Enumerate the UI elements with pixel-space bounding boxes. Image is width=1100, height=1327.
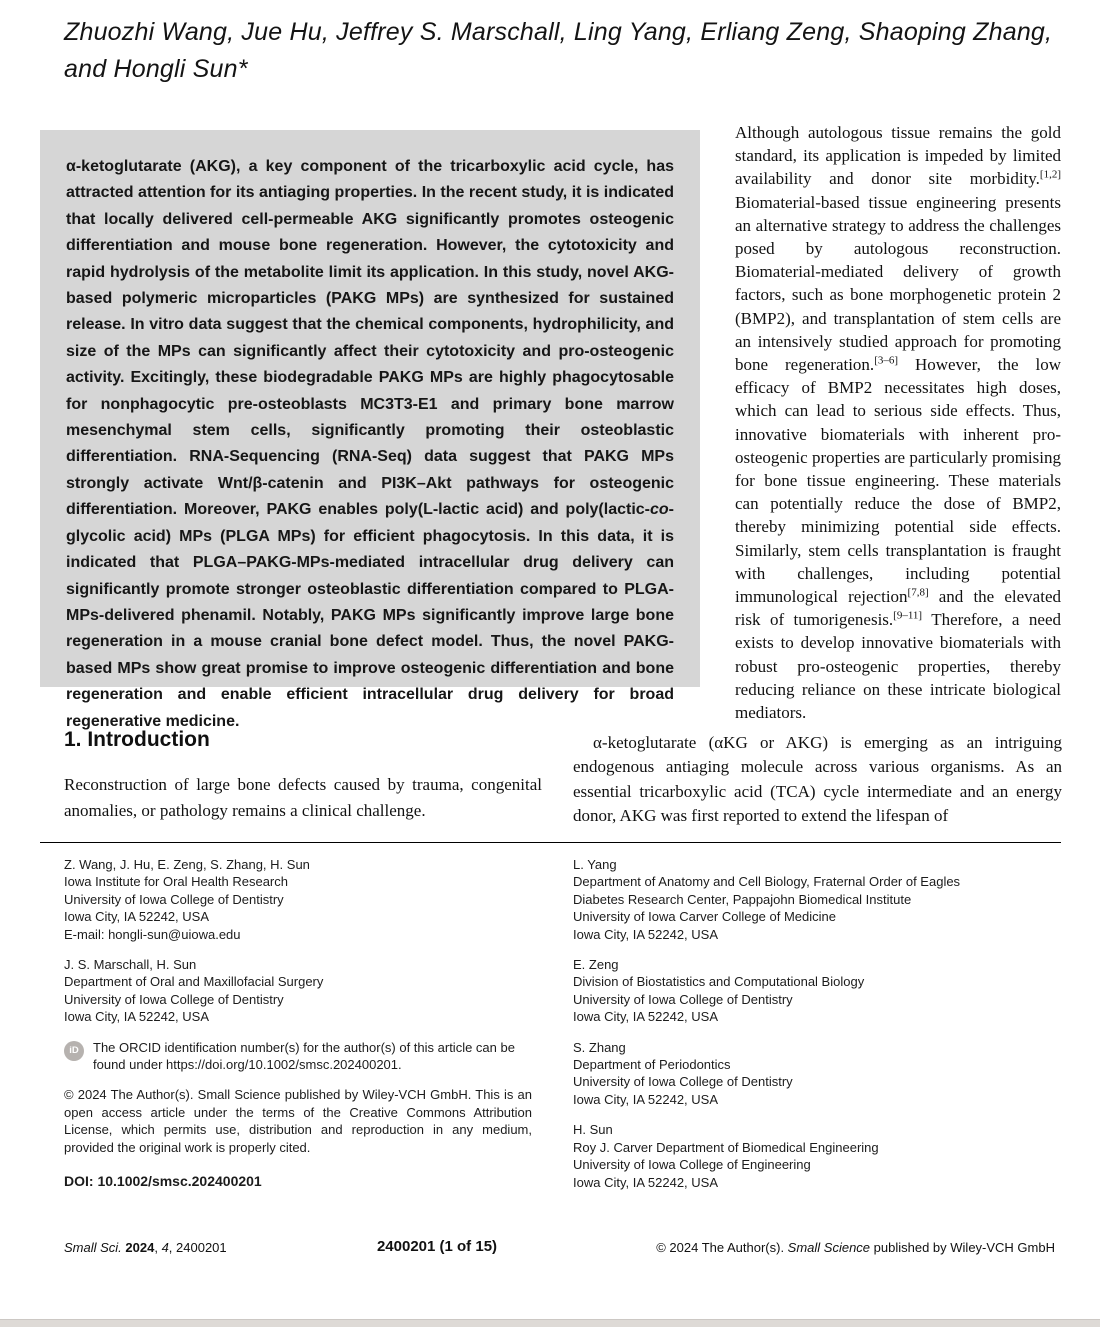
- section-heading-introduction: 1. Introduction: [64, 728, 210, 751]
- footer-page-number: 2400201 (1 of 15): [376, 1238, 498, 1255]
- text-run: [3–6]: [874, 354, 899, 367]
- affiliation-line: University of Iowa College of Dentistry: [64, 991, 284, 1007]
- text-run: ,: [154, 1240, 162, 1255]
- footnote-divider: [40, 842, 1061, 843]
- affiliation-line: H. Sun: [573, 1122, 613, 1138]
- text-run: -glycolic acid) MPs (PLGA MPs) for efficient phagocytosis. In this data, it is indicated that PLGA–PAKG-MPs-mediated intracellular drug delivery can significantly promote stronger osteoblastic differentiation compared to PLGA-MPs-delivered phenamil. Notably, PAKG MPs significantly improve large bone regeneration in a mouse cranial bone defect model. Thus, the novel PAKG-based MPs show great promise to improve osteogenic differentiation and bone regeneration and enable efficient intracellular drug delivery for broad regenerative medicine.: [66, 501, 674, 730]
- text-run: 2024: [125, 1240, 155, 1255]
- affiliation-line: E. Zeng: [573, 957, 619, 973]
- affiliation-line: Roy J. Carver Department of Biomedical Engineering: [573, 1139, 879, 1155]
- affiliation-line: L. Yang: [573, 857, 617, 872]
- affiliation-line: Department of Periodontics: [573, 1057, 731, 1073]
- affiliation-line: Iowa City, IA 52242, USA: [573, 1174, 718, 1190]
- text-run: Small Science: [787, 1240, 871, 1255]
- akg-paragraph: α-ketoglutarate (αKG or AKG) is emerging as an intriguing endogenous antiaging molecule across various organisms. As an essential tricarboxylic acid (TCA) cycle intermediate and an energy donor, AKG was first reported to extend the lifespan of: [573, 733, 1062, 825]
- author-line-1: Zhuozhi Wang, Jue Hu, Jeffrey S. Marschall, Ling Yang, Erliang Zeng, Shaoping Zhang,: [64, 18, 1053, 46]
- email-link[interactable]: hongli-sun@uiowa.edu: [108, 926, 241, 942]
- text-run: The ORCID identification number(s) for the author(s) of this article can be found under: [93, 1039, 515, 1073]
- affiliation-line: Department of Anatomy and Cell Biology, Fraternal Order of Eagles: [573, 874, 961, 890]
- introduction-right-column: [735, 121, 1061, 724]
- abstract-box: [40, 130, 700, 730]
- affiliation-line: Diabetes Research Center, Pappajohn Biomedical Institute: [573, 891, 912, 907]
- text-run: Biomaterial-based tissue engineering presents an alternative strategy to address the challenges posed by autologous reconstruction. Biomaterial-mediated delivery of growth factors, such as bone morphogenetic protein 2 (BMP2), and transplantation of stem cells are an intensively studied approach for promoting bone regeneration.: [735, 192, 1061, 375]
- affiliation-block-zeng: [573, 956, 1063, 1026]
- affiliation-line: University of Iowa Carver College of Medicine: [573, 909, 836, 925]
- text-run: Although autologous tissue remains the gold standard, its application is impeded by limited availability and donor site morbidity.: [735, 123, 1061, 189]
- affiliation-line: University of Iowa College of Engineering: [573, 1157, 811, 1173]
- text-run: © 2024 The Author(s).: [656, 1240, 788, 1255]
- text-run: Therefore, a need exists to develop innovative biomaterials with robust pro-osteogenic properties, thereby reducing reliance on these intricate biological mediators.: [735, 610, 1061, 723]
- abstract-text: [66, 154, 674, 735]
- text-run: and the elevated risk of tumorigenesis.: [735, 587, 1061, 630]
- affiliation-line: University of Iowa College of Dentistry: [64, 891, 284, 907]
- text-run: [1,2]: [1039, 168, 1061, 181]
- affiliation-block-wang: [64, 856, 532, 943]
- affiliation-block-zhang: [573, 1039, 1063, 1109]
- license-note: © 2024 The Author(s). Small Science published by Wiley-VCH GmbH. This is an open access article under the terms of the Creative Commons Attribution License, which permits use, distribution and reproduction in any medium, provided the original work is properly cited.: [64, 1087, 532, 1155]
- text-run: .: [398, 1057, 402, 1073]
- footnotes-right-column: [573, 856, 1063, 1204]
- text-run: 4: [161, 1240, 169, 1255]
- text-run: , 2400201: [168, 1240, 227, 1255]
- affiliation-line: Iowa City, IA 52242, USA: [573, 1009, 718, 1025]
- affiliation-line: University of Iowa College of Dentistry: [573, 1074, 793, 1090]
- affiliation-line: Department of Oral and Maxillofacial Surgery: [64, 974, 324, 990]
- affiliation-line: Division of Biostatistics and Computational Biology: [573, 974, 865, 990]
- doi-line: DOI: 10.1002/smsc.202400201: [64, 1173, 262, 1190]
- text-run: [9–11]: [893, 609, 923, 622]
- text-run: However, the low efficacy of BMP2 necessitates high doses, which can lead to serious side effects. Thus, innovative biomaterials with inherent pro-osteogenic properties are particularly promising for bone tissue engineering. These materials can potentially reduce the dose of BMP2, thereby minimizing potential side effects. Similarly, stem cells transplantation is fraught with challenges, including potential immunological rejection: [735, 355, 1061, 607]
- affiliation-line: Iowa City, IA 52242, USA: [573, 926, 718, 942]
- affiliation-line: Iowa Institute for Oral Health Research: [64, 874, 288, 890]
- text-run: [7,8]: [907, 586, 929, 599]
- introduction-paragraph-1: [735, 121, 1061, 724]
- orcid-icon: iD: [64, 1041, 84, 1061]
- author-list: [64, 14, 1064, 88]
- text-run: E-mail:: [64, 926, 109, 942]
- text-run: co: [650, 501, 669, 519]
- affiliation-line: University of Iowa College of Dentistry: [573, 991, 793, 1007]
- footer-journal-reference: [64, 1240, 227, 1255]
- affiliation-line: Iowa City, IA 52242, USA: [64, 909, 209, 925]
- affiliation-block-marschall: [64, 956, 532, 1026]
- affiliation-line: S. Zhang: [573, 1039, 626, 1055]
- text-run: published by Wiley-VCH GmbH: [870, 1240, 1055, 1255]
- orcid-doi-link[interactable]: https://doi.org/10.1002/smsc.202400201: [166, 1057, 399, 1073]
- email-line: [64, 926, 532, 943]
- affiliation-line: Z. Wang, J. Hu, E. Zeng, S. Zhang, H. Sun: [64, 857, 310, 872]
- footer-copyright: [656, 1240, 1055, 1255]
- footnotes-left-column: [64, 856, 532, 1191]
- affiliation-block-sun: [573, 1121, 1063, 1191]
- author-line-2: and Hongli Sun*: [64, 55, 248, 83]
- orcid-note-text: [93, 1039, 532, 1074]
- orcid-note: [64, 1039, 532, 1074]
- page-edge-strip: [0, 1319, 1100, 1327]
- affiliation-line: J. S. Marschall, H. Sun: [64, 957, 197, 973]
- affiliation-line: Iowa City, IA 52242, USA: [64, 1009, 209, 1025]
- text-run: α-ketoglutarate (AKG), a key component of the tricarboxylic acid cycle, has attracted attention for its antiaging properties. In the recent study, it is indicated that locally delivered cell-permeable AKG significantly promotes osteogenic differentiation and mouse bone regeneration. However, the cytotoxicity and rapid hydrolysis of the metabolite limit its application. In this study, novel AKG-based polymeric microparticles (PAKG MPs) are synthesized for sustained release. In vitro data suggest that the chemical components, hydrophilicity, and size of the MPs can significantly affect their cytotoxicity and pro-osteogenic activity. Excitingly, these biodegradable PAKG MPs are highly phagocytosable for nonphagocytic pre-osteoblasts MC3T3-E1 and primary bone marrow mesenchymal stem cells, significantly promoting their osteoblastic differentiation. RNA-Sequencing (RNA-Seq) data suggest that PAKG MPs strongly activate Wnt/β-catenin and PI3K–Akt pathways for osteogenic differentiation. Moreover, PAKG enables poly(L-lactic acid) and poly(lactic-: [66, 158, 674, 519]
- introduction-left-paragraph: Reconstruction of large bone defects caused by trauma, congenital anomalies, or pathology remains a clinical challenge.: [64, 775, 542, 820]
- affiliation-line: Iowa City, IA 52242, USA: [573, 1091, 718, 1107]
- text-run: Small Sci.: [64, 1240, 126, 1255]
- affiliation-block-yang: [573, 856, 1063, 943]
